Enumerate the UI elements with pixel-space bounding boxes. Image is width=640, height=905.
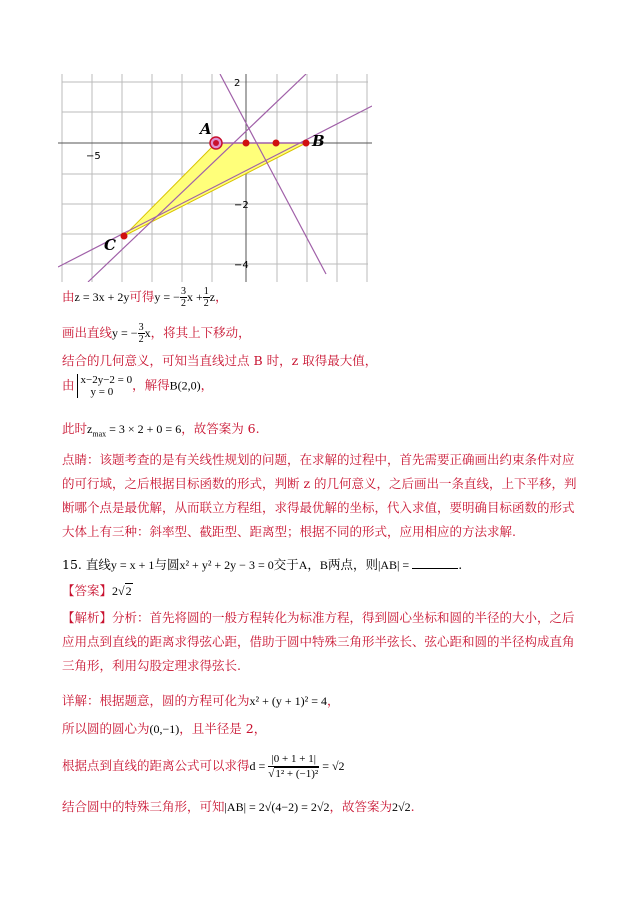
analysis-paragraph: 【解析】分析：首先将圆的一般方程转化为标准方程，得到圆心坐标和圆的半径的大小，之后应用点到直线的距离求得弦心距，借助于圆中特殊三角形半弦长、弦心距和圆的半径构成直角三角形，利用勾股定理求得弦长. (62, 610, 575, 673)
y-tick-label: −4 (234, 260, 249, 271)
constraint-line-2 (88, 74, 306, 282)
detail-line-3: 根据点到直线的距离公式可以求得d = $\frac{|0 + 1 + 1|}{\text{√1² + (−1)²}}$ = √2 (62, 753, 345, 780)
solution-line-4: 由 x−2y−2 = 0 y = 0 ，解得B(2,0)， (62, 374, 214, 398)
detail-line-1: 详解：根据题意，圆的方程可化为x² + (y + 1)² = 4， (62, 693, 340, 708)
question-15: 15. 直线y = x + 1与圆x² + y² + 2y − 3 = 0交于A，B两点，则|AB| = . (62, 557, 463, 572)
detail-line-2: 所以圆的圆心为(0,−1)，且半径是 2， (62, 721, 267, 736)
y-tick-label: −2 (234, 200, 249, 211)
point-c-label: C (104, 236, 116, 254)
point-a-label: A (200, 120, 212, 138)
comment-paragraph: 点睛：该题考查的是有关线性规划的问题，在求解的过程中，首先需要正确画出约束条件对应的可行域，之后根据目标函数的形式，判断 z 的几何意义，之后画出一条直线，上下平移，判断哪个点是最优解，从而联立方程组，求得最优解的坐标，代入求值，要明确目标函数的形式大体上有三种：斜率型、截距型、距离型；根据不同的形式，应用相应的方法求解. (62, 452, 577, 539)
solution-line-3: 结合的几何意义，可知当直线过点 B 时，z 取得最大值， (62, 353, 378, 368)
x-tick-label: −5 (86, 151, 101, 162)
answer-blank (412, 568, 458, 569)
point-b-marker (303, 140, 310, 147)
detail-line-4: 结合圆中的特殊三角形，可知|AB| = 2√(4−2) = 2√2，故答案为2√2. (62, 799, 415, 814)
point-b-label: B (312, 132, 325, 150)
answer-line: 【答案】2√2 (62, 583, 132, 598)
feasible-region-graph (58, 74, 372, 282)
solution-line-5: 此时$z_{max} = 3 \times 2 + 0 = 6$，故答案为 6. (62, 421, 260, 439)
point-marker (243, 140, 250, 147)
point-c-marker (121, 233, 128, 240)
y-tick-label: 2 (234, 78, 241, 89)
solution-line-1: 由z = 3x + 2y可得y = − $\frac{3}{2}$ x + $\frac{1}{2}$ z， (62, 286, 228, 309)
point-marker (273, 140, 280, 147)
solution-line-2: 画出直线y = − $\frac{3}{2}$ x，将其上下移动， (62, 322, 251, 345)
